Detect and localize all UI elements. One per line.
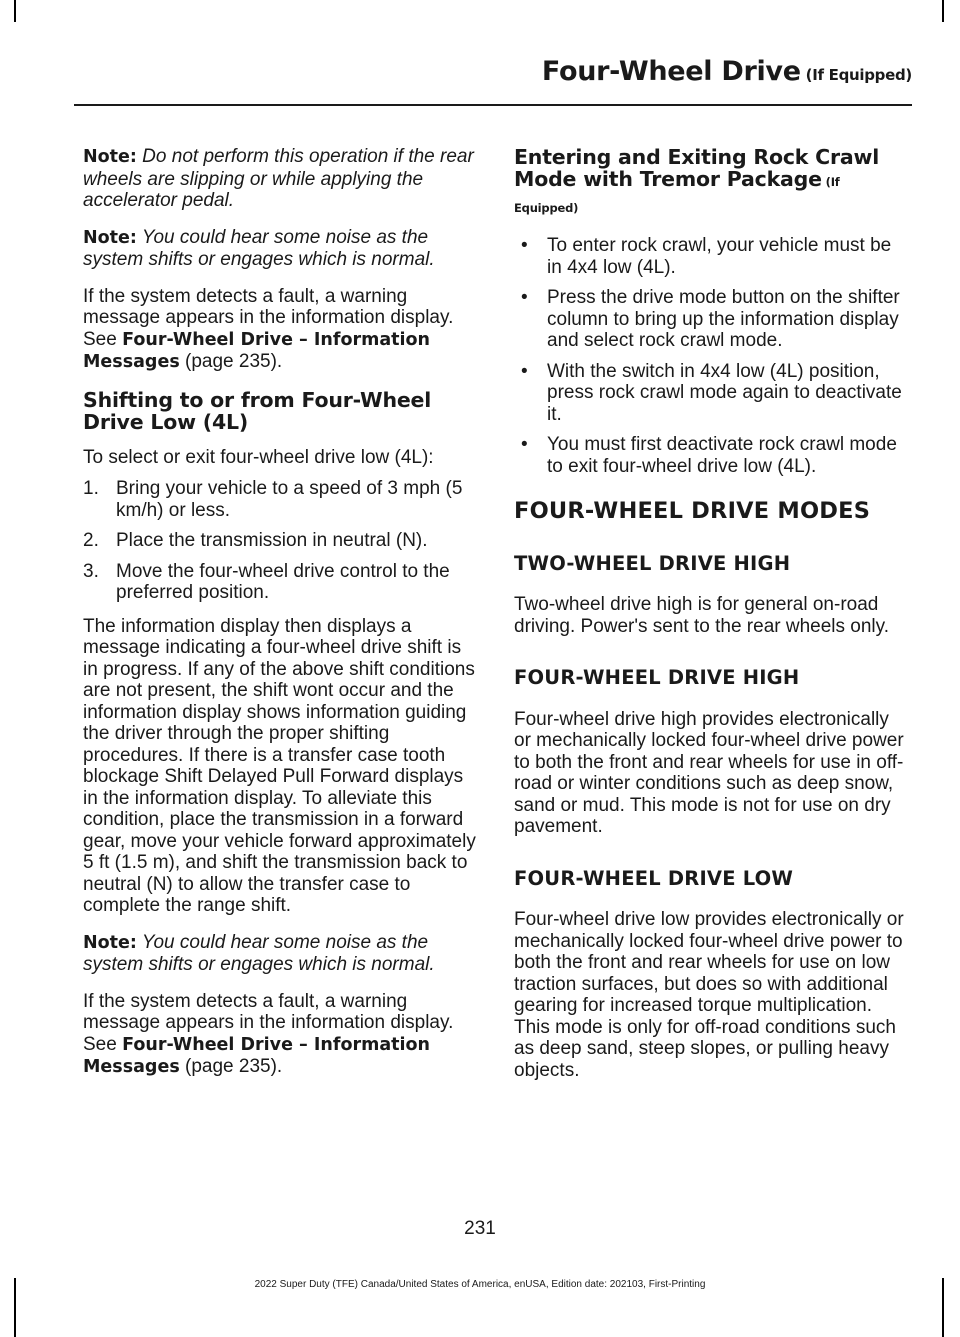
note-1-label: Note: [83, 147, 137, 167]
bullet-mark: • [521, 434, 528, 455]
info-display-paragraph: The information display then displays a message indicating a four-wheel drive shift is in progress. If any of the above shift conditions are not present, the shift wont occur and the information display shows information guiding the driver through the proper shifting procedures. If there is a transfer case tooth blockage Shift Delayed Pull Forward displays in the information display. To alleviate this condition, place the transmission in a forward gear, move your vehicle forward approximately 5 ft (1.5 m), and shift the transmission back to neutral (N) to allow the transfer case to complete the range shift. [83, 615, 476, 916]
shift-steps-list [83, 478, 478, 604]
fault-1-page: (page 235). [179, 351, 283, 372]
fault-paragraph-1 [83, 286, 478, 374]
list-item [514, 434, 911, 477]
header-title-suffix: (If Equipped) [800, 66, 912, 84]
two-wheel-drive-high-text: Two-wheel drive high is for general on-road driving. Power's sent to the rear wheels only. [514, 594, 890, 637]
list-item [514, 361, 911, 426]
crop-mark-top-right [942, 0, 944, 22]
list-item [83, 478, 478, 521]
header-title: Four-Wheel Drive [541, 56, 801, 87]
note-3 [83, 932, 478, 976]
bullet-mark: • [521, 235, 528, 256]
fault-1-reference-link[interactable]: Four-Wheel Drive – Information Messages [83, 329, 431, 372]
fault-1-text: If the system detects a fault, a warning message appears in the information display. See [83, 285, 454, 350]
right-column [514, 146, 911, 1096]
shift-intro: To select or exit four-wheel drive low (4L): [83, 446, 434, 468]
heading-four-wheel-drive-modes: FOUR-WHEEL DRIVE MODES [514, 498, 871, 524]
heading-rock-crawl-suffix-2: Equipped) [514, 201, 579, 215]
bullet-text: You must first deactivate rock crawl mode to exit four-wheel drive low (4L). [547, 434, 897, 477]
step-text: Move the four-wheel drive control to the preferred position. [116, 560, 450, 603]
bullet-mark: • [521, 360, 528, 382]
bullet-mark: • [521, 287, 528, 308]
heading-rock-crawl-text: Entering and Exiting Rock Crawl Mode with Tremor Package [514, 145, 880, 191]
fault-2-reference-link[interactable]: Four-Wheel Drive – Information Messages [83, 1034, 431, 1077]
left-column [83, 146, 478, 1094]
crop-mark-top-left [14, 0, 16, 22]
list-item [83, 561, 478, 604]
four-wheel-drive-low-text: Four-wheel drive low provides electronically or mechanically locked four-wheel drive power to both the front and rear wheels for use on low traction surfaces, but does so with additional gearing for increased torque multiplication. This mode is only for off-road conditions such as deep sand, steep slopes, or pulling heavy objects. [514, 909, 904, 1081]
note-2 [83, 227, 478, 271]
heading-rock-crawl [514, 146, 911, 219]
heading-four-wheel-drive-low: FOUR-WHEEL DRIVE LOW [514, 866, 794, 890]
heading-rock-crawl-suffix: (If [821, 175, 840, 189]
bullet-text: To enter rock crawl, your vehicle must be in 4x4 low (4L). [547, 235, 892, 278]
fault-paragraph-2 [83, 991, 478, 1079]
step-text: Place the transmission in neutral (N). [116, 530, 428, 551]
note-2-text: You could hear some noise as the system shifts or engages which is normal. [83, 226, 435, 270]
list-item [83, 530, 478, 552]
list-item [514, 287, 911, 352]
step-number: 3. [83, 560, 99, 582]
running-header [542, 56, 912, 87]
fault-2-page: (page 235). [179, 1056, 283, 1077]
heading-two-wheel-drive-high: TWO-WHEEL DRIVE HIGH [514, 551, 791, 575]
step-text: Bring your vehicle to a speed of 3 mph (5 km/h) or less. [116, 478, 463, 521]
fault-2-text: If the system detects a fault, a warning message appears in the information display. See [83, 990, 454, 1055]
note-1-text: Do not perform this operation if the rear wheels are slipping or while applying the accelerator pedal. [83, 146, 474, 211]
header-rule [74, 104, 912, 106]
heading-shifting-4l: Shifting to or from Four-Wheel Drive Low (4L) [83, 387, 432, 434]
list-item [514, 235, 911, 278]
rock-crawl-bullets [514, 235, 911, 477]
step-number: 1. [83, 478, 99, 499]
bullet-text: With the switch in 4x4 low (4L) position, press rock crawl mode again to deactivate it. [547, 360, 902, 425]
bullet-text: Press the drive mode button on the shifter column to bring up the information display and select rock crawl mode. [547, 287, 900, 351]
footer-edition-info: 2022 Super Duty (TFE) Canada/United States of America, enUSA, Edition date: 202103, First-Printing [254, 1279, 706, 1290]
note-3-label: Note: [83, 932, 137, 953]
note-2-label: Note: [83, 227, 137, 248]
note-3-text: You could hear some noise as the system shifts or engages which is normal. [83, 931, 435, 975]
heading-four-wheel-drive-high: FOUR-WHEEL DRIVE HIGH [514, 666, 800, 689]
page-number: 231 [464, 1218, 496, 1239]
four-wheel-drive-high-text: Four-wheel drive high provides electronically or mechanically locked four-wheel drive power to both the front and rear wheels for use in off-road or winter conditions such as deep snow, sand or mud. This mode is not for use on dry pavement. [514, 708, 904, 837]
note-1 [83, 146, 478, 212]
step-number: 2. [83, 530, 99, 551]
